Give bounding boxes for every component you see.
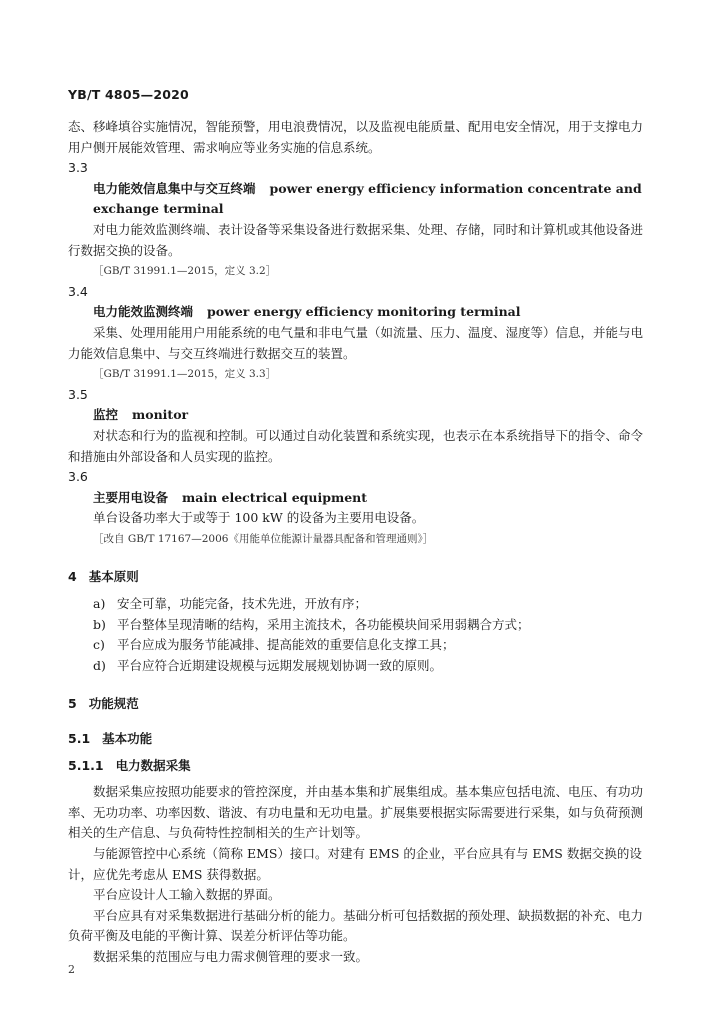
section-title: 功能规范 <box>88 696 139 712</box>
term-title <box>68 179 654 220</box>
term-definition: 单台设备功率大于或等于 100 kW 的设备为主要用电设备。 <box>93 510 425 526</box>
subsection-number: 5.1.1 <box>68 757 104 773</box>
term-3-4 <box>68 282 654 385</box>
term-source: ［GB/T 31991.1—2015，定义 3.3］ <box>93 368 277 381</box>
subsection-5-1-1-heading <box>68 756 654 777</box>
term-source: ［GB/T 31991.1—2015，定义 3.2］ <box>93 265 277 278</box>
section-5-heading <box>68 694 654 715</box>
list-text: 平台应成为服务节能减排、提高能效的重要信息化支撑工具； <box>117 637 455 653</box>
term-3-6 <box>68 467 654 549</box>
term-title-en: power energy efficiency information concentrate and exchange terminal <box>93 180 642 217</box>
paragraph: 平台应具有对采集数据进行基础分析的能力。基础分析可包括数据的预处理、缺损数据的补充、电力负荷平衡及电能的平衡计算、误差分析评估等功能。 <box>68 907 644 944</box>
subsection-number: 5.1 <box>68 731 91 747</box>
term-title <box>68 488 654 509</box>
list-label: a) <box>93 596 106 612</box>
section-number: 5 <box>68 696 77 712</box>
list-item <box>68 615 654 636</box>
list-text: 平台整体呈现清晰的结构，采用主流技术，各功能模块间采用弱耦合方式； <box>117 616 530 632</box>
term-title-en: power energy efficiency monitoring terminal <box>207 304 521 320</box>
subsection-5-1-heading <box>68 729 654 750</box>
paragraph: 平台应设计人工输入数据的界面。 <box>93 887 281 903</box>
section-number: 4 <box>68 569 77 585</box>
term-title-zh: 电力能效监测终端 <box>93 304 194 320</box>
term-title-zh: 主要用电设备 <box>93 489 169 505</box>
subsection-title: 电力数据采集 <box>115 757 191 773</box>
term-definition: 对电力能效监测终端、表计设备等采集设备进行数据采集、处理、存储，同时和计算机或其他设备进行数据交换的设备。 <box>68 221 644 258</box>
list-item <box>68 594 654 615</box>
term-3-5 <box>68 385 654 467</box>
term-3-3 <box>68 158 654 282</box>
section-title: 基本原则 <box>88 569 139 585</box>
term-source: ［改自 GB/T 17167—2006《用能单位能源计量器具配备和管理通则》］ <box>93 532 434 545</box>
paragraph: 数据采集应按照功能要求的管控深度，并由基本集和扩展集组成。基本集应包括电流、电压、有功功率、无功功率、功率因数、谐波、有功电量和无功电量。扩展集要根据实际需要进行采集，如与负荷预测相关的生产信息、与负荷特性控制相关的生产计划等。 <box>68 784 644 841</box>
paragraph: 数据采集的范围应与电力需求侧管理的要求一致。 <box>93 948 369 964</box>
list-label: d) <box>93 657 106 673</box>
term-title-en: monitor <box>132 407 189 423</box>
term-title-en: main electrical equipment <box>182 489 368 505</box>
term-number: 3.4 <box>68 283 88 299</box>
term-title-zh: 电力能效信息集中与交互终端 <box>93 180 256 196</box>
list-label: b) <box>93 616 106 632</box>
list-item <box>68 656 654 677</box>
subsection-title: 基本功能 <box>102 731 153 747</box>
term-definition: 采集、处理用能用户用能系统的电气量和非电气量（如流量、压力、温度、湿度等）信息，并能与电力能效信息集中、与交互终端进行数据交互的装置。 <box>68 324 644 361</box>
page-number: 2 <box>68 963 75 976</box>
list-label: c) <box>93 637 105 653</box>
standard-code-header: YB/T 4805—2020 <box>68 87 189 102</box>
section-4-heading <box>68 567 654 588</box>
term-definition: 对状态和行为的监视和控制。可以通过自动化装置和系统实现，也表示在本系统指导下的指令、命令和措施由外部设备和人员实现的监控。 <box>68 427 644 464</box>
list-item <box>68 635 654 656</box>
term-number: 3.6 <box>68 469 88 485</box>
continued-paragraph: 态、移峰填谷实施情况，智能预警，用电浪费情况，以及监视电能质量、配用电安全情况，用于支撑电力用户侧开展能效管理、需求响应等业务实施的信息系统。 <box>68 119 644 155</box>
term-title-zh: 监控 <box>93 407 119 423</box>
list-text: 平台应符合近期建设规模与远期发展规划协调一致的原则。 <box>117 657 443 673</box>
list-text: 安全可靠，功能完备，技术先进，开放有序； <box>117 596 368 612</box>
term-title <box>68 302 654 323</box>
term-title <box>68 405 654 426</box>
paragraph: 与能源管控中心系统（简称 EMS）接口。对建有 EMS 的企业，平台应具有与 EMS 数据交换的设计，应优先考虑从 EMS 获得数据。 <box>68 846 642 882</box>
term-number: 3.3 <box>68 160 88 176</box>
page-content <box>68 117 654 968</box>
term-number: 3.5 <box>68 386 88 402</box>
